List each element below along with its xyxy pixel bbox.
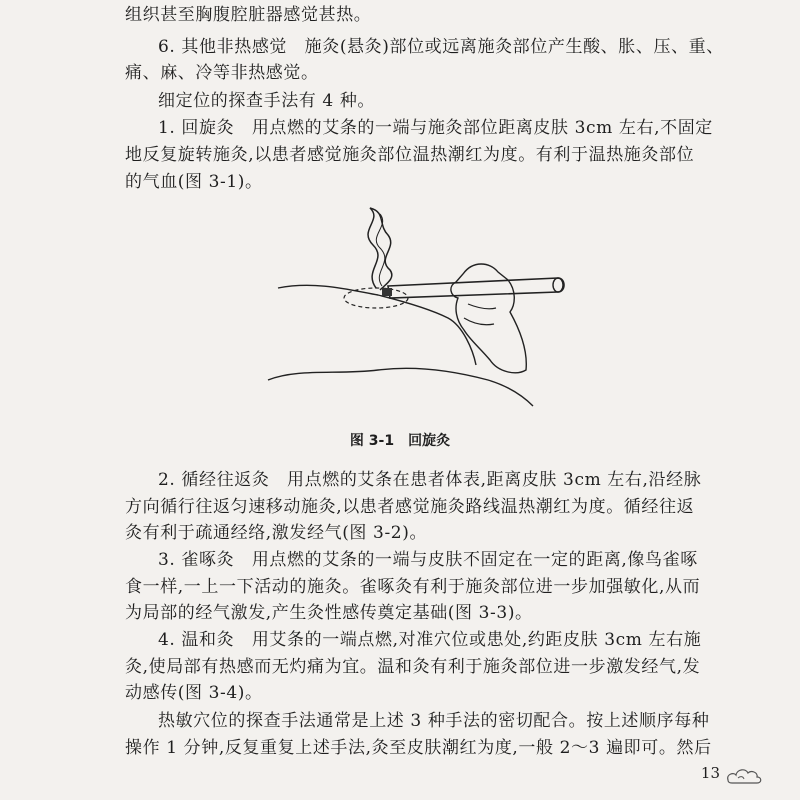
text-line-4: 细定位的探查手法有 4 种。	[158, 91, 376, 111]
smoke-swirl-inner	[376, 214, 385, 286]
text-line-17: 热敏穴位的探查手法通常是上述 3 种手法的密切配合。按上述顺序每种	[158, 711, 710, 731]
arm-outline	[268, 368, 533, 406]
text-line-14: 4. 温和灸 用艾条的一端点燃,对准穴位或患处,约距皮肤 3cm 左右施	[158, 630, 702, 650]
text-line-15: 灸,使局部有热感而无灼痛为宜。温和灸有利于施灸部位进一步激发经气,发	[125, 657, 701, 677]
text-line-1: 组织甚至胸腹腔脏器感觉甚热。	[125, 5, 372, 25]
smoke-swirl	[368, 208, 392, 290]
text-line-18: 操作 1 分钟,反复重复上述手法,灸至皮肤潮红为度,一般 2～3 遍即可。然后	[125, 738, 712, 758]
body-outline	[278, 285, 476, 365]
moxibustion-figure	[258, 200, 578, 420]
moxa-stick	[388, 278, 564, 298]
text-line-11: 3. 雀啄灸 用点燃的艾条的一端与皮肤不固定在一定的距离,像鸟雀啄	[158, 550, 698, 570]
text-line-13: 为局部的经气激发,产生灸性感传奠定基础(图 3-3)。	[125, 603, 533, 623]
text-line-3: 痛、麻、冷等非热感觉。	[125, 63, 319, 83]
page-number: 13	[700, 764, 720, 782]
text-line-9: 方向循行往返匀速移动施灸,以患者感觉施灸路线温热潮红为度。循经往返	[125, 497, 695, 517]
figure-caption: 图 3-1 回旋灸	[349, 433, 451, 449]
text-line-8: 2. 循经往返灸 用点燃的艾条在患者体表,距离皮肤 3cm 左右,沿经脉	[158, 470, 702, 490]
text-line-16: 动感传(图 3-4)。	[125, 683, 263, 703]
text-line-10: 灸有利于疏通经络,激发经气(图 3-2)。	[125, 523, 428, 543]
text-line-12: 食一样,一上一下活动的施灸。雀啄灸有利于施灸部位进一步加强敏化,从而	[125, 577, 701, 597]
text-line-5: 1. 回旋灸 用点燃的艾条的一端与施灸部位距离皮肤 3cm 左右,不固定	[158, 118, 713, 138]
text-line-7: 的气血(图 3-1)。	[125, 172, 263, 192]
text-line-2: 6. 其他非热感觉 施灸(悬灸)部位或远离施灸部位产生酸、胀、压、重、	[158, 37, 724, 57]
cloud-ornament-icon	[724, 764, 764, 786]
text-line-6: 地反复旋转施灸,以患者感觉施灸部位温热潮红为度。有利于温热施灸部位	[125, 145, 695, 165]
